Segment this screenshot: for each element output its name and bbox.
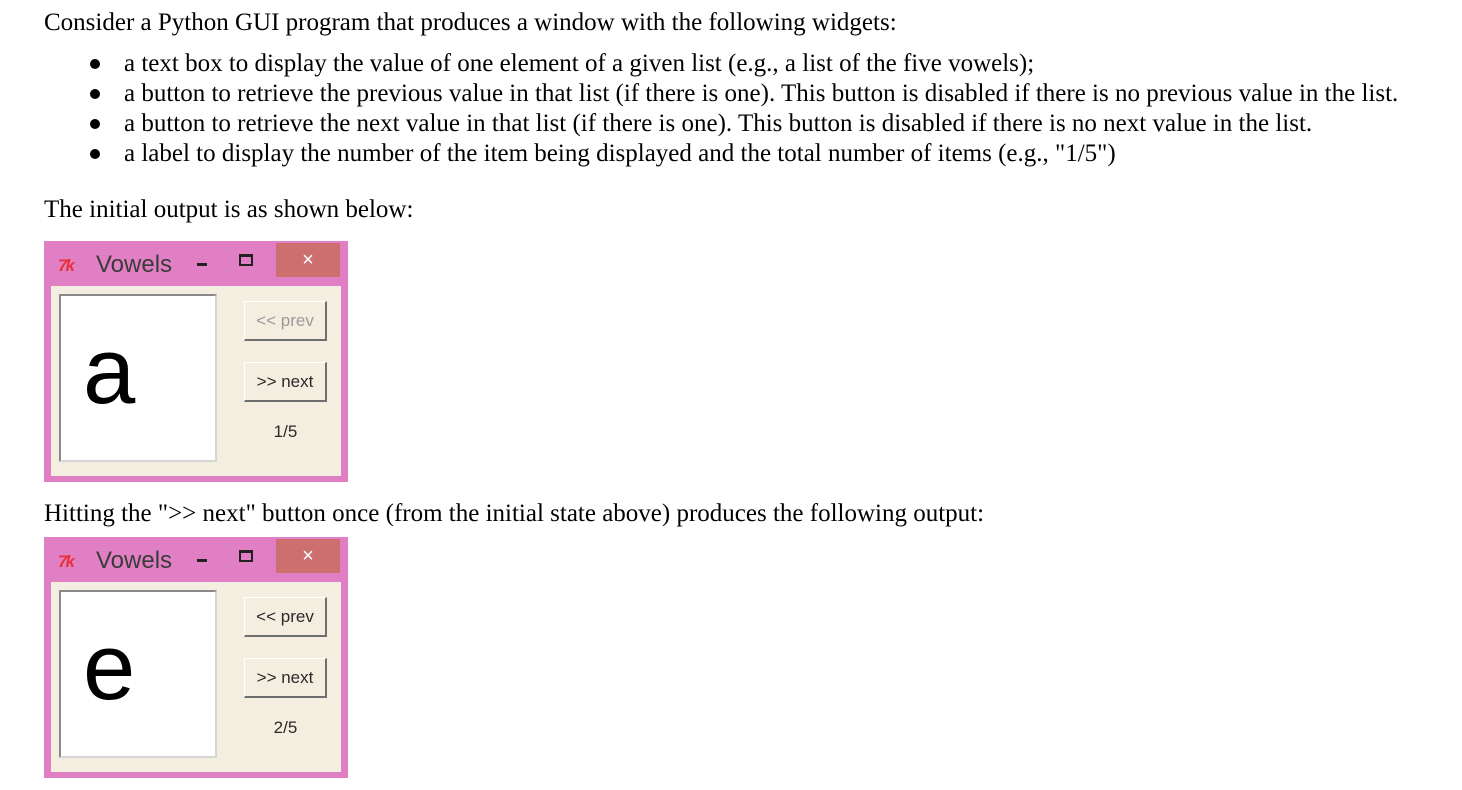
maximize-button[interactable] (239, 254, 253, 266)
next-output-caption: Hitting the ">> next" button once (from the initial state above) produces the following output: (44, 500, 985, 527)
prev-button[interactable]: << prev (244, 301, 327, 341)
value-text-box[interactable] (59, 590, 217, 758)
next-button[interactable]: >> next (244, 362, 327, 402)
bullet-icon (90, 149, 100, 159)
window-client-area (51, 286, 341, 476)
window-title: Vowels (96, 547, 173, 574)
close-button[interactable]: × (276, 539, 340, 573)
value-text-box[interactable] (59, 294, 217, 462)
position-label: 1/5 (273, 422, 298, 441)
value-text: a (83, 318, 136, 423)
vowels-window-after-next (44, 537, 348, 778)
list-item (124, 79, 1398, 109)
close-button[interactable]: × (276, 243, 340, 277)
list-item-text: a button to retrieve the previous value in that list (if there is one). This button is disabled if there is no previous value in the list. (124, 80, 1399, 107)
bullet-icon (90, 119, 100, 129)
widget-list (124, 49, 1398, 169)
maximize-button[interactable] (239, 550, 253, 562)
list-item (124, 49, 1398, 79)
intro-paragraph: Consider a Python GUI program that produces a window with the following widgets: (44, 9, 897, 36)
value-text: e (83, 614, 136, 719)
initial-output-caption: The initial output is as shown below: (44, 196, 414, 223)
list-item (124, 109, 1398, 139)
window-client-area (51, 582, 341, 772)
tk-icon: 7k (58, 256, 73, 275)
prev-button[interactable]: << prev (244, 597, 327, 637)
next-button[interactable]: >> next (244, 658, 327, 698)
list-item-text: a text box to display the value of one element of a given list (e.g., a list of the five vowels); (124, 50, 1035, 77)
list-item-text: a button to retrieve the next value in that list (if there is one). This button is disabled if there is no next value in the list. (124, 110, 1313, 137)
tk-icon: 7k (58, 552, 73, 571)
bullet-icon (90, 59, 100, 69)
minimize-button[interactable] (197, 559, 207, 562)
list-item-text: a label to display the number of the item being displayed and the total number of items (e.g., "1/5") (124, 140, 1116, 167)
vowels-window-initial (44, 241, 348, 482)
title-bar[interactable] (44, 241, 348, 286)
minimize-button[interactable] (197, 263, 207, 266)
list-item (124, 139, 1398, 169)
position-label: 2/5 (273, 718, 298, 737)
window-title: Vowels (96, 251, 173, 278)
bullet-icon (90, 89, 100, 99)
title-bar[interactable] (44, 537, 348, 582)
